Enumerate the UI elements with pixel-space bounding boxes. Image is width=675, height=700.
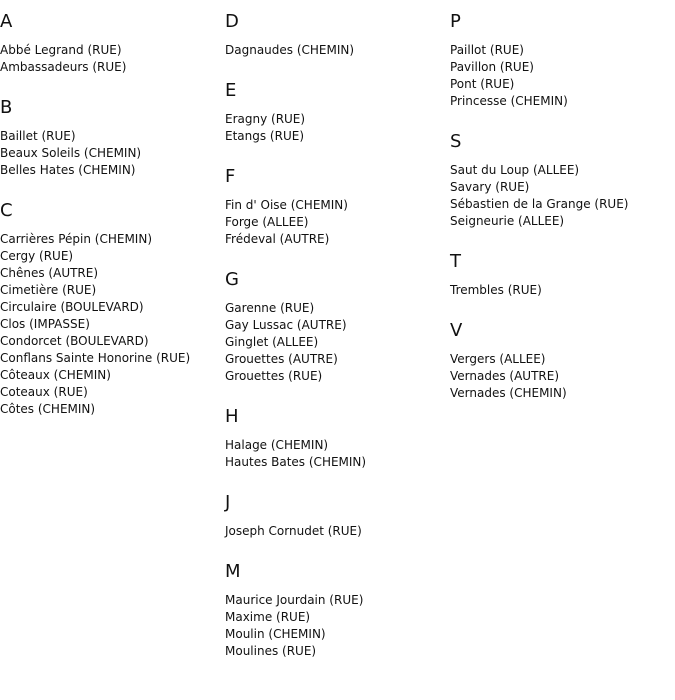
street-entry[interactable]: Paillot (RUE) [450, 43, 524, 57]
street-entry[interactable]: Fin d' Oise (CHEMIN) [225, 198, 348, 212]
street-entry[interactable]: Joseph Cornudet (RUE) [225, 524, 362, 538]
letter-group-g [225, 268, 445, 385]
street-entry[interactable]: Hautes Bates (CHEMIN) [225, 455, 367, 469]
street-entry[interactable]: Cimetière (RUE) [0, 283, 97, 297]
street-entry[interactable]: Halage (CHEMIN) [225, 438, 329, 452]
letter-group-e [225, 79, 445, 145]
street-entry[interactable]: Gay Lussac (AUTRE) [225, 318, 347, 332]
street-entry[interactable]: Pavillon (RUE) [450, 60, 534, 74]
street-entry[interactable]: Circulaire (BOULEVARD) [0, 300, 144, 314]
letter-heading: B [0, 97, 13, 118]
street-entry[interactable]: Seigneurie (ALLEE) [450, 214, 565, 228]
letter-heading: H [225, 406, 239, 427]
street-entry[interactable]: Sébastien de la Grange (RUE) [450, 197, 629, 211]
street-entry[interactable]: Forge (ALLEE) [225, 215, 309, 229]
letter-group-h [225, 405, 445, 471]
street-entry[interactable]: Abbé Legrand (RUE) [0, 43, 122, 57]
street-entry[interactable]: Grouettes (AUTRE) [225, 352, 338, 366]
letter-group-d [225, 10, 445, 59]
street-entry[interactable]: Vernades (AUTRE) [450, 369, 560, 383]
letter-group-t [450, 250, 670, 299]
letter-heading: T [450, 251, 461, 272]
street-entry[interactable]: Grouettes (RUE) [225, 369, 323, 383]
street-entry[interactable]: Trembles (RUE) [450, 283, 542, 297]
street-entry[interactable]: Ginglet (ALLEE) [225, 335, 319, 349]
street-entry[interactable]: Coteaux (RUE) [0, 385, 88, 399]
street-entry[interactable]: Chênes (AUTRE) [0, 266, 99, 280]
street-entry[interactable]: Vergers (ALLEE) [450, 352, 546, 366]
letter-heading: J [225, 492, 231, 513]
letter-group-p [450, 10, 670, 110]
street-entry[interactable]: Côtes (CHEMIN) [0, 402, 96, 416]
letter-heading: D [225, 11, 239, 32]
street-entry[interactable]: Beaux Soleils (CHEMIN) [0, 146, 142, 160]
street-entry[interactable]: Baillet (RUE) [0, 129, 76, 143]
letter-heading: G [225, 269, 239, 290]
street-entry[interactable]: Clos (IMPASSE) [0, 317, 90, 331]
letter-group-a [0, 10, 220, 76]
letter-heading: F [225, 166, 236, 187]
street-entry[interactable]: Vernades (CHEMIN) [450, 386, 567, 400]
street-entry[interactable]: Eragny (RUE) [225, 112, 306, 126]
street-entry[interactable]: Condorcet (BOULEVARD) [0, 334, 149, 348]
letter-group-v [450, 319, 670, 402]
street-entry[interactable]: Ambassadeurs (RUE) [0, 60, 127, 74]
letter-group-b [0, 96, 220, 179]
street-entry[interactable]: Pont (RUE) [450, 77, 515, 91]
street-entry[interactable]: Cergy (RUE) [0, 249, 74, 263]
letter-heading: M [225, 561, 241, 582]
letter-group-f [225, 165, 445, 248]
street-entry[interactable]: Carrières Pépin (CHEMIN) [0, 232, 153, 246]
letter-heading: P [450, 11, 461, 32]
index-column-3 [450, 10, 670, 422]
letter-heading: E [225, 80, 237, 101]
street-entry[interactable]: Dagnaudes (CHEMIN) [225, 43, 355, 57]
street-entry[interactable]: Maurice Jourdain (RUE) [225, 593, 364, 607]
index-column-2 [225, 10, 445, 680]
street-entry[interactable]: Princesse (CHEMIN) [450, 94, 568, 108]
letter-heading: A [0, 11, 13, 32]
street-entry[interactable]: Savary (RUE) [450, 180, 530, 194]
street-entry[interactable]: Garenne (RUE) [225, 301, 315, 315]
street-entry[interactable]: Frédeval (AUTRE) [225, 232, 330, 246]
index-column-1 [0, 10, 220, 438]
letter-group-m [225, 560, 445, 660]
letter-heading: C [0, 200, 13, 221]
street-entry[interactable]: Moulin (CHEMIN) [225, 627, 326, 641]
street-entry[interactable]: Etangs (RUE) [225, 129, 304, 143]
street-entry[interactable]: Belles Hates (CHEMIN) [0, 163, 136, 177]
letter-heading: S [450, 131, 462, 152]
street-entry[interactable]: Côteaux (CHEMIN) [0, 368, 111, 382]
street-entry[interactable]: Saut du Loup (ALLEE) [450, 163, 580, 177]
letter-group-s [450, 130, 670, 230]
street-entry[interactable]: Moulines (RUE) [225, 644, 317, 658]
letter-group-j [225, 491, 445, 540]
letter-heading: V [450, 320, 463, 341]
letter-group-c [0, 199, 220, 418]
street-entry[interactable]: Conflans Sainte Honorine (RUE) [0, 351, 191, 365]
street-entry[interactable]: Maxime (RUE) [225, 610, 311, 624]
